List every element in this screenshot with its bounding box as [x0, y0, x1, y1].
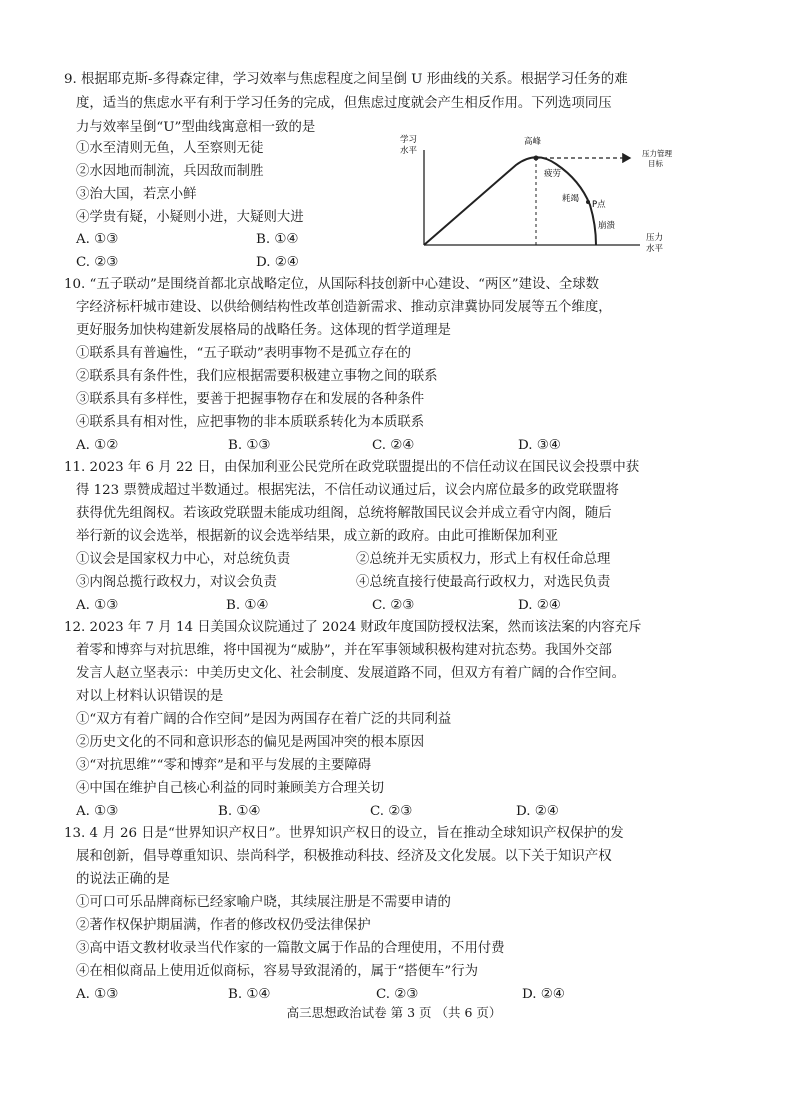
statement-item: ②联系具有条件性，我们应根据需要积极建立事物之间的联系 [76, 369, 438, 384]
question-stem-line: 13. 4 月 26 日是“世界知识产权日”。世界知识产权日的设立，旨在推动全球知识产权保护的发 [64, 826, 624, 841]
question-stem-line: 度，适当的焦虑水平有利于学习任务的完成，但焦虑过度就会产生相反作用。下列选项同压 [76, 96, 612, 111]
statement-item: ③内阁总揽行政权力，对议会负责 [76, 575, 277, 590]
answer-option-b: B. ①④ [256, 232, 299, 247]
statement-item: ④联系具有相对性，应把事物的非本质联系转化为本质联系 [76, 415, 425, 430]
statement-item: ②著作权保护期届满，作者的修改权仍受法律保护 [76, 918, 371, 933]
collapse-label: 崩溃 [598, 221, 616, 231]
y-axis-label: 学习 [400, 135, 418, 145]
question-stem-line: 得 123 票赞成超过半数通过。根据宪法，不信任动议通过后，议会内席位最多的政党联盟将 [76, 483, 619, 498]
peak-label: 高峰 [524, 137, 542, 147]
answer-option-a: A. ①③ [76, 598, 119, 613]
answer-option-d: D. ③④ [518, 438, 561, 453]
question-stem-line: 11. 2023 年 6 月 22 日，由保加利亚公民党所在政党联盟提出的不信任动议在国民议会投票中获 [64, 460, 640, 475]
p-point-marker [586, 200, 590, 204]
question-stem-line: 字经济标杆城市建设、以供给侧结构性改革创造新需求、推动京津冀协同发展等五个维度， [76, 300, 612, 315]
x-axis-label: 水平 [646, 244, 664, 254]
statement-item: ③联系具有多样性，要善于把握事物存在和发展的各种条件 [76, 392, 425, 407]
answer-option-a: A. ①③ [76, 232, 119, 247]
x-axis-label: 压力 [646, 233, 664, 243]
answer-option-c: C. ②③ [372, 598, 415, 613]
answer-option-a: A. ①② [76, 438, 119, 453]
p-point-label: P点 [592, 200, 606, 210]
fatigue-label: 疲劳 [544, 169, 562, 179]
question-stem-line: 的说法正确的是 [76, 872, 170, 887]
question-stem-line: 更好服务加快构建新发展格局的战略任务。这体现的哲学道理是 [76, 323, 451, 338]
statement-item: ①可口可乐品牌商标已经家喻户晓，其续展注册是不需要申请的 [76, 895, 451, 910]
answer-option-b: B. ①③ [228, 438, 271, 453]
answer-option-b: B. ①④ [228, 987, 271, 1002]
answer-option-d: D. ②④ [256, 255, 299, 270]
statement-item: ④学贵有疑，小疑则小进，大疑则大进 [76, 210, 304, 225]
statement-item: ②历史文化的不同和意识形态的偏见是两国冲突的根本原因 [76, 735, 425, 750]
statement-item: ④总统直接行使最高行政权力，对选民负责 [356, 575, 611, 590]
statement-item: ①“双方有着广阔的合作空间”是因为两国存在着广泛的共同利益 [76, 712, 452, 727]
pressure-performance-figure [398, 130, 698, 260]
answer-option-a: A. ①③ [76, 804, 119, 819]
statement-item: ④中国在维护自己核心利益的同时兼顾美方合理关切 [76, 781, 384, 796]
question-stem-line: 举行新的议会选举，根据新的议会选举结果，成立新的政府。由此可推断保加利亚 [76, 529, 559, 544]
answer-option-a: A. ①③ [76, 987, 119, 1002]
answer-option-c: C. ②③ [76, 255, 119, 270]
question-stem-line: 9. 根据耶克斯-多得森定律，学习效率与焦虑程度之间呈倒 U 形曲线的关系。根据学习任务的难 [64, 72, 628, 87]
question-stem-line: 力与效率呈倒“U”型曲线寓意相一致的是 [76, 120, 316, 135]
answer-option-b: B. ①④ [226, 598, 269, 613]
peak-point [534, 156, 539, 161]
answer-option-d: D. ②④ [518, 598, 561, 613]
answer-option-b: B. ①④ [218, 804, 261, 819]
answer-option-d: D. ②④ [516, 804, 559, 819]
question-stem-line: 对以上材料认识错误的是 [76, 689, 224, 704]
statement-item: ③高中语文教材收录当代作家的一篇散文属于作品的合理使用，不用付费 [76, 941, 505, 956]
statement-item: ①联系具有普遍性，“五子联动”表明事物不是孤立存在的 [76, 346, 412, 361]
question-stem-line: 展和创新，倡导尊重知识、崇尚科学，积极推动科技、经济及文化发展。以下关于知识产权 [76, 849, 612, 864]
statement-item: ②水因地而制流，兵因敌而制胜 [76, 164, 264, 179]
target-label: 目标 [648, 159, 663, 168]
exhaustion-label: 耗竭 [562, 194, 580, 204]
question-stem-line: 发言人赵立坚表示：中美历史文化、社会制度、发展道路不同，但双方有着广阔的合作空间。 [76, 666, 626, 681]
answer-option-d: D. ②④ [522, 987, 565, 1002]
question-stem-line: 获得优先组阁权。若该政党联盟未能成功组阁，总统将解散国民议会并成立看守内阁，随后 [76, 506, 612, 521]
statement-item: ③“对抗思维”“零和博弈”是和平与发展的主要障碍 [76, 758, 372, 773]
target-label: 压力管理 [642, 149, 672, 158]
statement-item: ③治大国，若烹小鲜 [76, 187, 197, 202]
question-stem-line: 12. 2023 年 7 月 14 日美国众议院通过了 2024 财政年度国防授权法案，然而该法案的内容充斥 [64, 620, 642, 635]
question-stem-line: 10. “五子联动”是围绕首都北京战略定位，从国际科技创新中心建设、“两区”建设、全球数 [64, 277, 599, 292]
statement-item: ①议会是国家权力中心，对总统负责 [76, 552, 291, 567]
statement-item: ④在相似商品上使用近似商标，容易导致混淆的，属于“搭便车”行为 [76, 964, 479, 979]
statement-item: ①水至清则无鱼，人至察则无徒 [76, 141, 264, 156]
page-footer: 高三思想政治试卷 第 3 页 （共 6 页） [286, 1005, 502, 1020]
answer-option-c: C. ②③ [370, 804, 413, 819]
y-axis-label: 水平 [400, 146, 418, 156]
answer-option-c: C. ②③ [376, 987, 419, 1002]
statement-item: ②总统并无实质权力，形式上有权任命总理 [356, 552, 611, 567]
question-stem-line: 着零和博弈与对抗思维，将中国视为“威胁”，并在军事领域积极构建对抗态势。我国外交部 [76, 643, 612, 658]
answer-option-c: C. ②④ [372, 438, 415, 453]
